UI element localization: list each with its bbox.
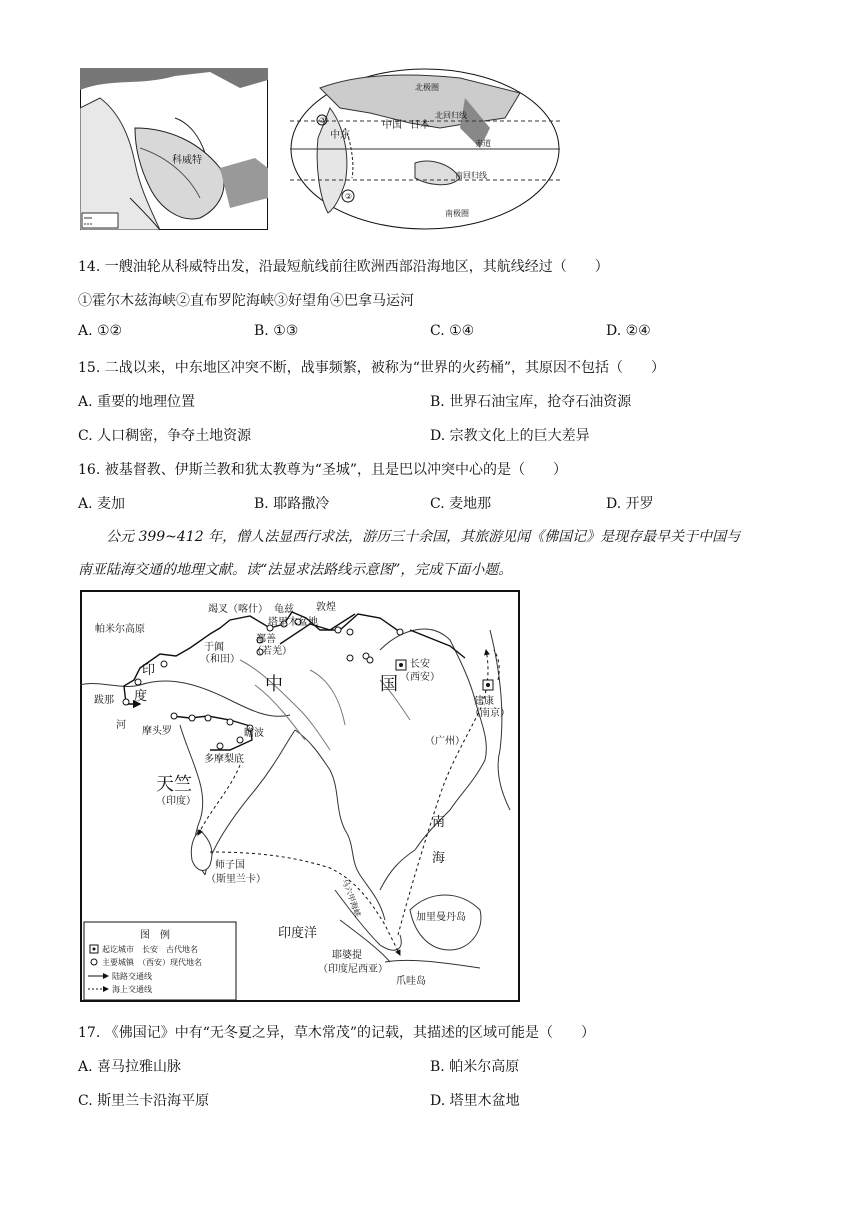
q15-option-d[interactable]: D. 宗教文化上的巨大差异 [430,428,590,444]
q16-option-a[interactable]: A. 麦加 [78,496,126,512]
china-label: 中国 [382,120,402,131]
malacca-label: 马六甲海峡 [340,877,363,919]
legend-row-2: 主要城镇 （西安）现代地名 [102,958,202,967]
antarctic-circle-label: 南极圈 [445,209,469,218]
passage-line-1: 公元 399~412 年，僧人法显西行求法，游历三十余国，其旅游见闻《佛国记》是现存最早关于中国与 [106,529,741,545]
legend-land-route: 陆路交通线 [112,972,152,981]
jiankang-label: 建康 [474,696,494,707]
tropic-capricorn-label: 南回归线 [455,171,487,180]
zhanbo-label: 瞻波 [244,728,264,739]
japan-label: 日本 [410,120,430,131]
pona-label: 跋那 [94,695,114,706]
q17-option-d[interactable]: D. 塔里木盆地 [430,1093,520,1109]
hai-label: 海 [432,851,446,866]
motouluo-label: 摩头罗 [142,726,172,737]
question-14-stem: 14. 一艘油轮从科威特出发，沿最短航线前往欧洲西部沿海地区，其航线经过（ ） [78,259,609,275]
equator-label: 赤道 [475,139,491,148]
nan-label: 南 [432,815,446,830]
q17-option-a[interactable]: A. 喜马拉雅山脉 [78,1059,182,1075]
faxian-route-map [80,590,520,1002]
question-15-stem: 15. 二战以来，中东地区冲突不断，战事频繁，被称为“世界的火药桶”，其原因不包括（ ） [78,360,666,376]
q15-option-b[interactable]: B. 世界石油宝库，抢夺石油资源 [430,394,632,410]
legend-row-1: 起讫城市 长安 古代地名 [102,945,198,954]
duomoli-label: 多摩梨底 [204,754,244,765]
guangzhou-label: （广州） [425,736,465,747]
tianzhu-label: 天竺 [156,774,192,795]
world-route-map [290,68,560,230]
q15-option-c[interactable]: C. 人口稠密，争夺土地资源 [78,428,252,444]
tianzhu-modern-label: （印度） [156,796,196,807]
question-17-stem: 17. 《佛国记》中有“无冬夏之异，草木常茂”的记载，其描述的区域可能是（ ） [78,1025,596,1041]
q15-option-a[interactable]: A. 重要的地理位置 [78,394,196,410]
q16-option-d[interactable]: D. 开罗 [606,496,654,512]
changan-label: 长安 [410,659,430,670]
tarim-label: 塔里木盆地 [268,617,318,628]
jiankang-modern-label: （南京） [470,708,510,719]
yutian-modern-label: （和田） [200,654,240,665]
zhong-label: 中 [265,674,283,695]
du-label: 度 [134,689,148,704]
marker-3-label: ③ [319,116,327,125]
yin-label: 印 [142,663,156,678]
he-label: 河 [116,720,126,731]
shule-label: 竭叉（喀什） [208,604,268,615]
shiziguo-label: 师子国 [215,860,245,871]
yutian-label: 于阗 [204,642,224,653]
dunhuang-label: 敦煌 [316,602,336,613]
q17-option-b[interactable]: B. 帕米尔高原 [430,1059,520,1075]
q14-option-a[interactable]: A. ①② [78,323,123,339]
guo-label: 国 [380,674,398,695]
question-14-note: ①霍尔木兹海峡②直布罗陀海峡③好望角④巴拿马运河 [78,293,414,309]
kuwait-label: 科威特 [172,155,202,166]
legend-sea-route: 海上交通线 [112,985,152,994]
question-16-stem: 16. 被基督教、伊斯兰教和犹太教尊为“圣城”，且是巴以冲突中心的是（ ） [78,462,568,478]
q16-option-b[interactable]: B. 耶路撒冷 [254,496,330,512]
marker-2-label: ② [345,192,353,201]
middle-east-map [80,68,268,230]
indian-ocean-label: 印度洋 [278,926,318,941]
q16-option-c[interactable]: C. 麦地那 [430,496,492,512]
changan-modern-label: （西安） [400,672,440,683]
shanshan-label: 鄯善 [256,634,276,645]
passage-line-2: 南亚陆海交通的地理文献。读“法显求法路线示意图”，完成下面小题。 [78,562,513,578]
q14-option-c[interactable]: C. ①④ [430,323,475,339]
java-label: 爪哇岛 [396,976,426,987]
shiziguo-modern-label: （斯里兰卡） [206,874,266,885]
yepoti-modern-label: （印度尼西亚） [318,964,388,975]
q14-option-b[interactable]: B. ①③ [254,323,299,339]
pamir-label: 帕米尔高原 [95,624,145,635]
q14-option-d[interactable]: D. ②④ [606,323,651,339]
qiuci-label: 龟兹 [274,604,294,615]
arctic-circle-label: 北极圈 [415,83,439,92]
q17-option-c[interactable]: C. 斯里兰卡沿海平原 [78,1093,210,1109]
map-legend [84,922,236,1000]
yepoti-label: 耶婆提 [332,950,362,961]
shanshan-modern-label: （若羌） [252,646,292,657]
kalimantan-label: 加里曼丹岛 [416,912,466,923]
legend-title: 图 例 [140,930,170,941]
middle-east-label: 中东 [330,130,350,141]
tropic-cancer-label: 北回归线 [435,111,467,120]
